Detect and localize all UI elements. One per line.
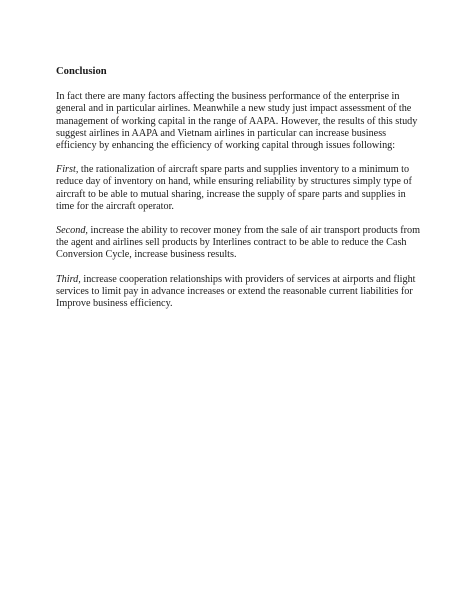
- point-third-paragraph: [56, 274, 426, 311]
- point-third-text: increase cooperation relationships with providers of services at airports and flight services to limit pay in advance increases or extend the reasonable current liabilities for Improve business efficiency.: [56, 273, 416, 310]
- document-body: [56, 66, 426, 322]
- section-heading: Conclusion: [56, 66, 107, 77]
- intro-paragraph: In fact there are many factors affecting the business performance of the enterprise in general and in particular airlines. Meanwhile a new study just impact assessment of the management of working capital in the range of AAPA. However, the results of this study suggest airlines in AAPA and Vietnam airlines in particular can increase business efficiency by enhancing the efficiency of working capital through issues following:: [56, 91, 418, 152]
- point-second-text: increase the ability to recover money from the sale of air transport products from the agent and airlines sell products by Interlines contract to be able to reduce the Cash Conversion Cycle, increase business results.: [56, 225, 421, 261]
- point-second-lead: Second,: [56, 225, 88, 237]
- point-third-lead: Third,: [56, 273, 81, 285]
- point-first-text: the rationalization of aircraft spare parts and supplies inventory to a minimum to reduce day of inventory on hand, while ensuring reliability by structures simply type of aircraft to be able to mutual sharing, increase the supply of spare parts and supplies in time for the aircraft operator.: [56, 164, 412, 212]
- point-first-paragraph: [56, 164, 426, 213]
- point-first-lead: First,: [56, 164, 79, 176]
- point-second-paragraph: [56, 225, 426, 262]
